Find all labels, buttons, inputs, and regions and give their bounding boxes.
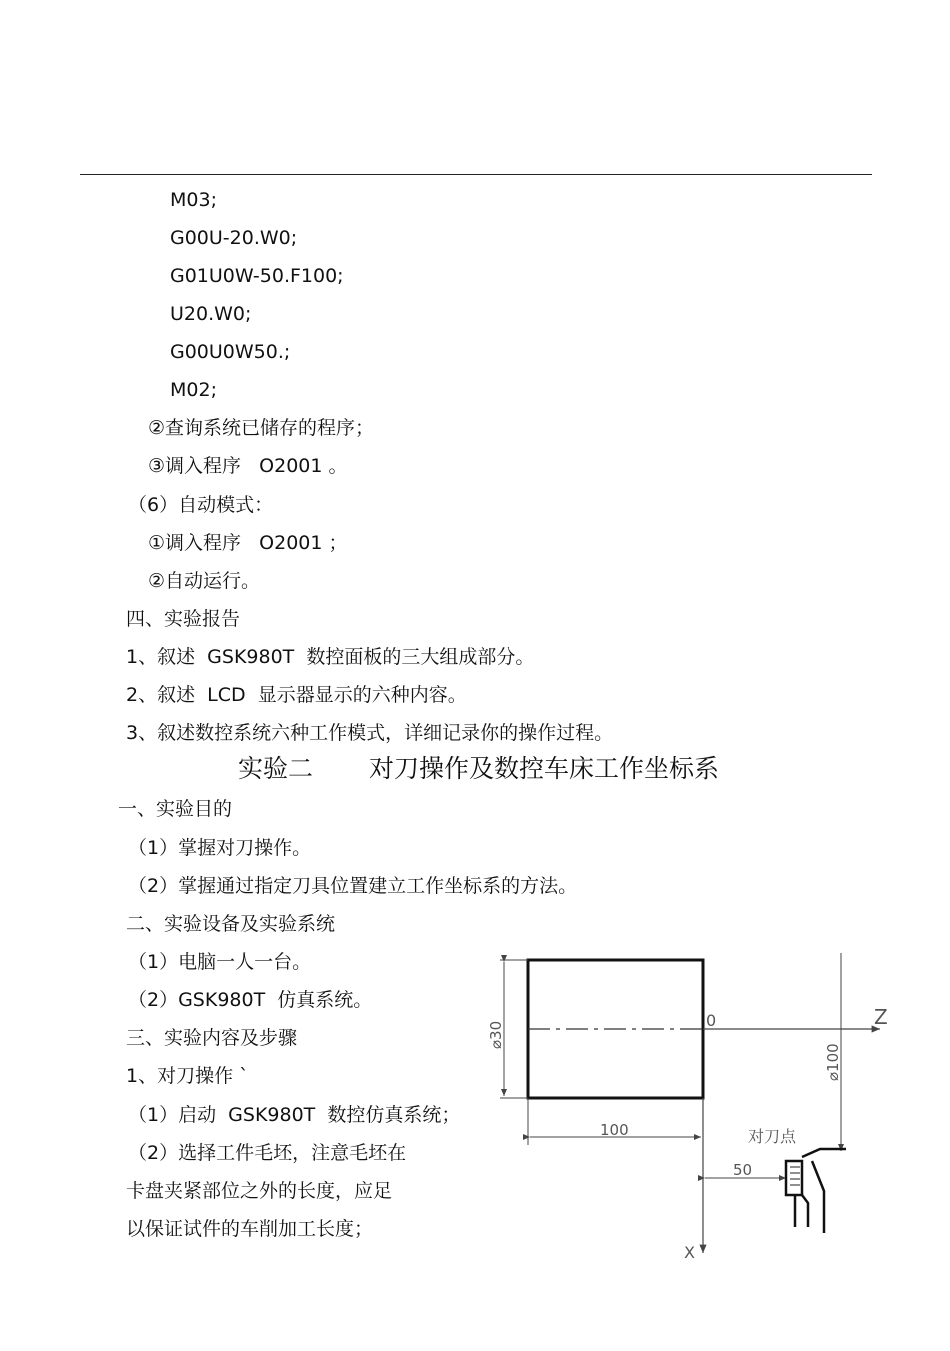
equipment-heading: 二、实验设备及实验系统 [126,913,336,935]
content-subheading: 1、对刀操作 ` [126,1065,249,1087]
dim-length50-label: 50 [733,1161,753,1179]
dim-length100-label: 100 [600,1121,629,1139]
auto-mode-heading: （6）自动模式： [128,494,274,516]
report-heading: 四、实验报告 [126,608,241,630]
auto-mode-item: ①调入程序 O2001 ； [148,532,348,554]
cutting-tool [786,1149,846,1233]
equipment-item: （2）GSK980T 仿真系统。 [128,989,373,1011]
experiment-title [238,754,719,784]
report-item: 2、叙述 LCD 显示器显示的六种内容。 [126,684,467,706]
experiment-number: 实验二 [238,754,314,783]
dim-dia30-label: ⌀30 [487,1020,505,1049]
purpose-item: （1）掌握对刀操作。 [128,837,312,859]
tool-setting-diagram [470,945,900,1275]
code-line: U20.W0; [170,303,252,325]
content-item: 卡盘夹紧部位之外的长度，应足 [126,1180,393,1202]
purpose-item: （2）掌握通过指定刀具位置建立工作坐标系的方法。 [128,875,578,897]
content-item: （2）选择工件毛坯，注意毛坯在 [128,1142,407,1164]
z-axis-label: Z [874,1005,888,1029]
content-item: （1）启动 GSK980T 数控仿真系统； [128,1104,461,1126]
origin-label: 0 [706,1011,717,1030]
content-heading: 三、实验内容及步骤 [126,1027,298,1049]
code-line: M02; [170,379,217,401]
auto-mode-item: ②自动运行。 [148,570,261,592]
equipment-item: （1）电脑一人一台。 [128,951,312,973]
content-item: 以保证试件的车削加工长度； [126,1218,374,1240]
report-item: 1、叙述 GSK980T 数控面板的三大组成部分。 [126,646,535,668]
report-item: 3、叙述数控系统六种工作模式，详细记录你的操作过程。 [126,722,614,744]
code-line: G00U0W50.; [170,341,291,363]
dim-dia100-label: ⌀100 [824,1043,842,1081]
experiment-name: 对刀操作及数控车床工作坐标系 [369,754,720,783]
header-rule [80,174,872,175]
tool-point-label: 对刀点 [748,1127,797,1146]
x-axis-label: X [684,1243,695,1262]
code-line: G00U-20.W0; [170,227,298,249]
purpose-heading: 一、实验目的 [118,798,233,820]
code-line: M03; [170,189,217,211]
step-item: ③调入程序 O2001 。 [148,455,348,477]
code-line: G01U0W-50.F100; [170,265,344,287]
step-item: ②查询系统已储存的程序； [148,417,375,439]
